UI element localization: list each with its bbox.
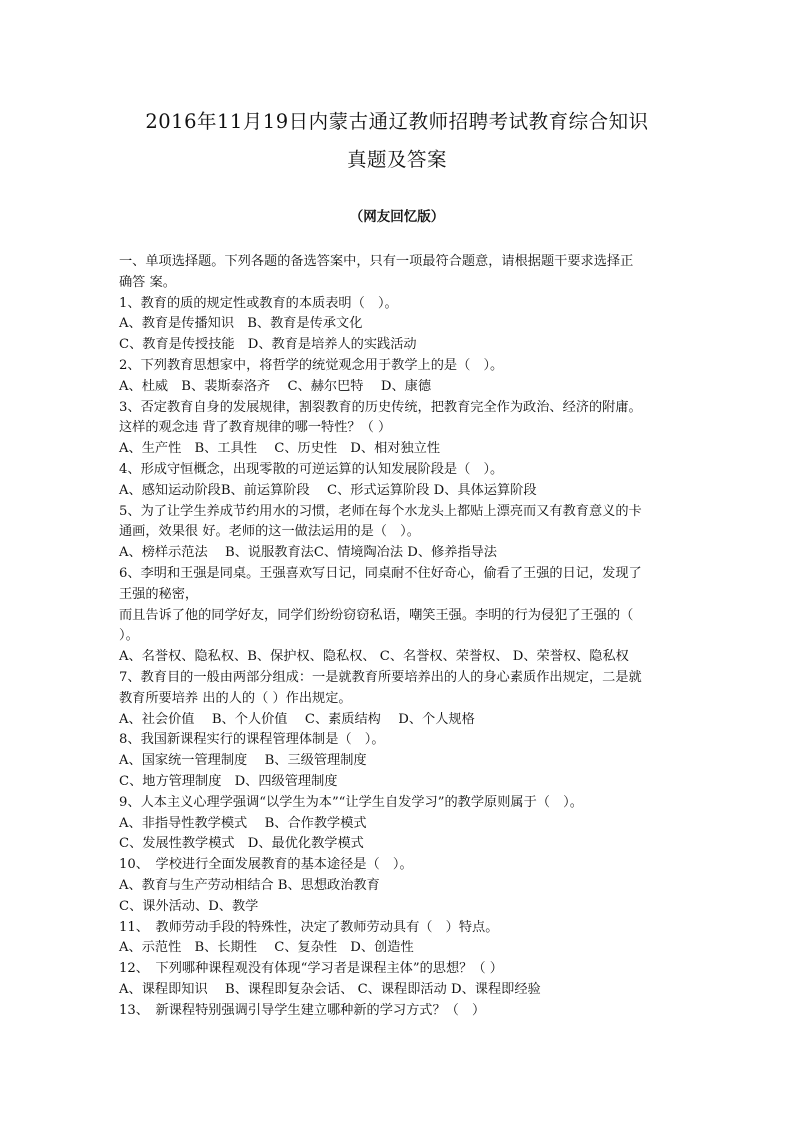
text-line: 10、 学校进行全面发展教育的基本途径是（ ）。 (119, 857, 413, 873)
text-line: 9、人本主义心理学强调“以学生为本”“让学生自发学习”的教学原则属于（ ）。 (119, 794, 583, 810)
text-line: 通画，效果很 好。老师的这一做法运用的是（ ）。 (119, 524, 420, 540)
text-line: A、生产性 B、工具性 C、历史性 D、相对独立性 (119, 441, 441, 457)
text-line: C、课外活动、D、教学 (119, 898, 259, 914)
text-line: 而且告诉了他的同学好友，同学们纷纷窃窃私语，嘲笑王强。李明的行为侵犯了王强的（ (119, 607, 634, 623)
text-line: A、社会价值 B、个人价值 C、素质结构 D、个人规格 (119, 711, 475, 727)
text-line: A、榜样示范法 B、说服教育法C、情境陶冶法 D、修养指导法 (119, 545, 497, 561)
text-line: 这样的观念违 背了教育规律的哪一特性？（ ） (119, 420, 392, 436)
text-line: 王强的秘密， (119, 586, 199, 602)
text-line: ）。 (119, 628, 139, 644)
text-line: 4、形成守恒概念，出现零散的可逆运算的认知发展阶段是（ ）。 (119, 461, 504, 477)
text-line: 6、李明和王强是同桌。王强喜欢写日记，同桌耐不住好奇心，偷看了王强的日记，发现了 (119, 565, 642, 581)
text-line: A、感知运动阶段B、前运算阶段 C、形式运算阶段 D、具体运算阶段 (119, 482, 537, 498)
text-line: A、课程即知识 B、课程即复杂会话、 C、课程即活动 D、课程即经验 (119, 981, 541, 997)
text-line: A、杜威 B、裴斯泰洛齐 C、赫尔巴特 D、康德 (119, 378, 432, 394)
text-line: C、发展性教学模式 D、最优化教学模式 (119, 836, 364, 852)
text-line: C、教育是传授技能 D、教育是培养人的实践活动 (119, 337, 417, 353)
text-line: 8、我国新课程实行的课程管理体制是（ ）。 (119, 732, 385, 748)
text-line: 一、单项选择题。下列各题的备选答案中，只有一项最符合题意，请根据题干要求选择正 (119, 254, 634, 269)
text-line: A、非指导性教学模式 B、合作教学模式 (119, 815, 367, 831)
text-line: 11、 教师劳动手段的特殊性，决定了教师劳动具有（ ）特点。 (119, 919, 499, 935)
text-line: 7、教育目的一般由两部分组成：一是就教育所要培养出的人的身心素质作出规定，二是就 (119, 669, 642, 685)
question-list (119, 252, 679, 1021)
text-line: A、示范性 B、长期性 C、复杂性 D、创造性 (119, 940, 414, 956)
text-line: 12、 下列哪种课程观没有体现“学习者是课程主体”的思想？（ ） (119, 961, 503, 977)
text-line: 13、 新课程特别强调引导学生建立哪种新的学习方式？（ ） (119, 1002, 486, 1018)
text-line: 2、下列教育思想家中，将哲学的统觉观念用于教学上的是（ ）。 (119, 357, 504, 373)
document-title-line-1: 2016年11月19日内蒙古通辽教师招聘考试教育综合知识 (145, 110, 649, 133)
document-title-line-2: 真题及答案 (346, 148, 447, 171)
text-line: 教育所要培养 出的人的（ ）作出规定。 (119, 690, 352, 706)
text-line: A、国家统一管理制度 B、三级管理制度 (119, 753, 367, 769)
text-line: 5、为了让学生养成节约用水的习惯，老师在每个水龙头上都贴上漂亮而又有教育意义的卡 (119, 503, 642, 519)
text-line: 3、否定教育自身的发展规律，割裂教育的历史传统，把教育完全作为政治、经济的附庸。 (119, 399, 642, 415)
text-line: A、名誉权、隐私权、B、保护权、隐私权、 C、名誉权、荣誉权、 D、荣誉权、隐私权 (119, 649, 629, 665)
text-line: 确答 案。 (119, 274, 176, 290)
text-line: A、教育是传播知识 B、教育是传承文化 (119, 316, 363, 332)
text-line: A、教育与生产劳动相结合 B、思想政治教育 (119, 877, 380, 893)
document-subtitle: （网友回忆版） (349, 209, 445, 225)
text-line: 1、教育的质的规定性或教育的本质表明（ ）。 (119, 295, 398, 311)
text-line: C、地方管理制度 D、四级管理制度 (119, 773, 338, 789)
